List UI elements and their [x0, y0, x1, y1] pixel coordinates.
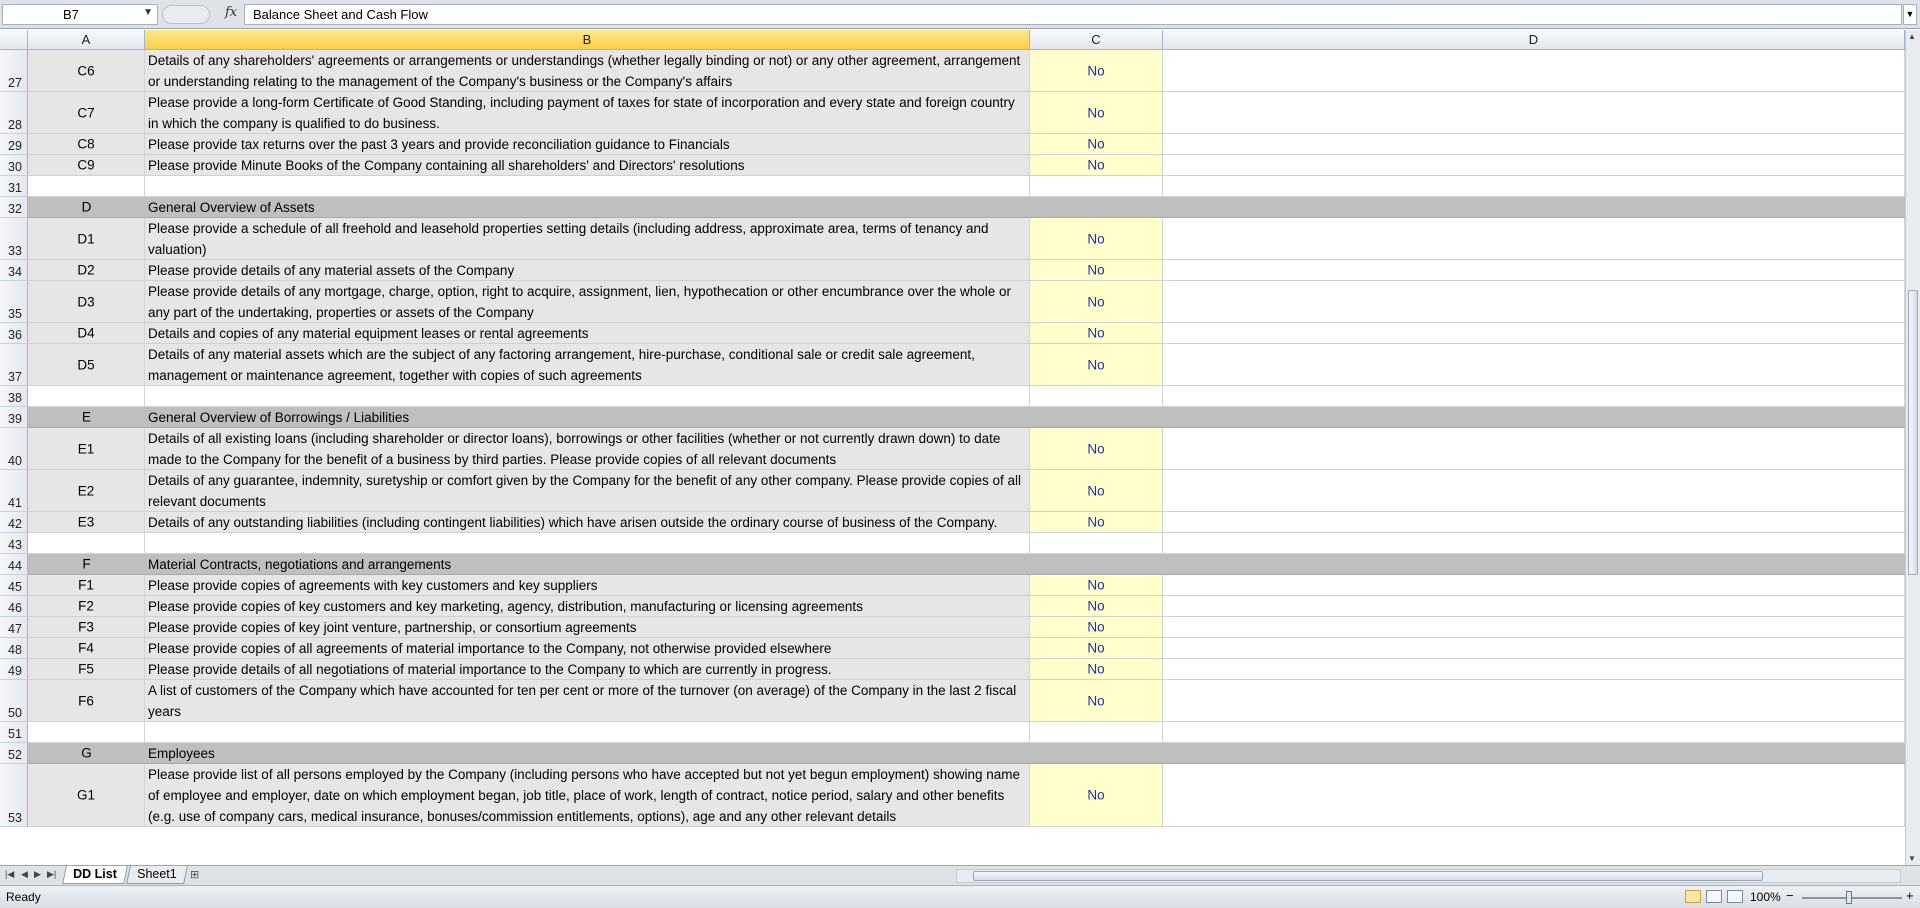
column-header-d[interactable]: D: [1163, 30, 1905, 50]
section-title: Material Contracts, negotiations and arrangements: [148, 557, 452, 572]
row-number: 53: [8, 811, 22, 825]
status-bar: [0, 885, 1920, 908]
item-code: F3: [78, 619, 94, 635]
cell-a[interactable]: [28, 386, 145, 407]
cell-c[interactable]: [1030, 50, 1163, 92]
row-number: 44: [8, 559, 22, 573]
table-row: [0, 764, 1905, 827]
section-title: General Overview of Assets: [148, 200, 315, 215]
formula-text: Balance Sheet and Cash Flow: [253, 7, 428, 22]
item-code: E: [81, 409, 91, 425]
cell-c[interactable]: [1030, 218, 1163, 260]
row-number: 45: [8, 580, 22, 594]
cell-c[interactable]: [1030, 722, 1163, 743]
blank-row: [0, 176, 1905, 197]
answer-value: No: [1087, 598, 1105, 614]
cell-a[interactable]: [28, 554, 145, 575]
scroll-down-icon[interactable]: ▼: [1908, 854, 1916, 863]
spreadsheet-grid: [0, 50, 1905, 865]
row-number: 28: [8, 118, 22, 132]
item-description: Please provide a long-form Certificate of Good Standing, including payment of taxes for state of incorporation and every state and foreign country in which the company is qualified to do business.: [148, 95, 1015, 131]
answer-value: No: [1087, 262, 1105, 278]
item-description: Details of any guarantee, indemnity, suretyship or comfort given by the Company for the benefit of any other company. Please provide copies of all relevant documents: [148, 473, 1021, 509]
answer-value: No: [1087, 441, 1105, 456]
row-header[interactable]: [0, 554, 28, 575]
row-number: 33: [8, 244, 22, 258]
formula-bar: [0, 0, 1920, 29]
row-number: 48: [8, 643, 22, 657]
next-sheet-icon[interactable]: ▶: [34, 869, 41, 879]
first-sheet-icon[interactable]: |◀: [5, 869, 15, 879]
item-code: D1: [77, 231, 95, 246]
answer-value: No: [1087, 357, 1105, 372]
row-number: 38: [8, 391, 22, 405]
last-sheet-icon[interactable]: ▶|: [47, 869, 57, 879]
blank-row: [0, 722, 1905, 743]
cell-d[interactable]: [1163, 617, 1905, 638]
row-number: 27: [8, 76, 22, 90]
cell-c[interactable]: [1030, 764, 1163, 827]
cell-b[interactable]: [145, 638, 1030, 659]
cell-a[interactable]: [28, 596, 145, 617]
cell-b[interactable]: [145, 575, 1030, 596]
cell-c[interactable]: [1030, 533, 1163, 554]
cell-d[interactable]: [1163, 554, 1905, 575]
item-code: G1: [76, 787, 95, 803]
cell-c[interactable]: [1030, 281, 1163, 323]
item-description: Details of all existing loans (including shareholder or director loans), borrowings or other facilities (whether or not currently drawn down) to date made to the Company for the benefit of a business by third parties. Please provide copies of all relevant documents: [148, 431, 1001, 467]
cell-b[interactable]: [145, 155, 1030, 176]
vertical-scrollbar[interactable]: [1905, 30, 1920, 865]
answer-value: No: [1087, 231, 1105, 246]
cell-c[interactable]: [1030, 260, 1163, 281]
item-description: Please provide a schedule of all freehold and leasehold properties setting details (including address, approximate area, terms of tenancy and valuation): [148, 221, 989, 257]
cell-d[interactable]: [1163, 743, 1905, 764]
name-box-value: B7: [63, 7, 79, 22]
cell-c[interactable]: [1030, 323, 1163, 344]
row-number: 30: [8, 160, 22, 174]
item-code: E2: [77, 483, 95, 498]
cell-c[interactable]: [1030, 743, 1163, 764]
chevron-down-icon[interactable]: ▼: [143, 7, 153, 18]
cell-a[interactable]: [28, 680, 145, 722]
cell-a[interactable]: [28, 218, 145, 260]
page-break-preview-icon[interactable]: [1727, 890, 1743, 903]
cell-b[interactable]: [145, 680, 1030, 722]
section-row: [0, 197, 1905, 218]
status-ready: Ready: [6, 890, 41, 904]
sheet-tab-sheet1[interactable]: [126, 866, 187, 884]
zoom-level[interactable]: 100%: [1750, 890, 1781, 904]
item-code: C8: [77, 136, 95, 152]
answer-value: No: [1087, 325, 1105, 341]
table-row: [0, 596, 1905, 617]
cell-d[interactable]: [1163, 281, 1905, 323]
row-number: 31: [8, 181, 22, 195]
zoom-in-icon[interactable]: +: [1906, 888, 1914, 903]
table-row: [0, 281, 1905, 323]
cell-a[interactable]: [28, 659, 145, 680]
cell-a[interactable]: [28, 155, 145, 176]
scroll-up-icon[interactable]: ▲: [1908, 32, 1916, 41]
cell-d[interactable]: [1163, 50, 1905, 92]
cell-a[interactable]: [28, 764, 145, 827]
item-code: C7: [77, 105, 95, 120]
row-header[interactable]: [0, 197, 28, 218]
select-all-corner[interactable]: [0, 30, 28, 50]
cell-c[interactable]: [1030, 617, 1163, 638]
name-box[interactable]: [2, 4, 158, 25]
item-code: F: [82, 556, 91, 572]
zoom-out-icon[interactable]: −: [1786, 888, 1794, 903]
row-header[interactable]: [0, 50, 28, 92]
row-number: 49: [8, 664, 22, 678]
horizontal-scroll-thumb[interactable]: [973, 871, 1763, 881]
cell-b[interactable]: [145, 617, 1030, 638]
row-number: 41: [8, 496, 22, 510]
answer-value: No: [1087, 640, 1105, 656]
item-code: F6: [78, 693, 94, 708]
cell-d[interactable]: [1163, 260, 1905, 281]
row-header[interactable]: [0, 176, 28, 197]
zoom-slider-thumb[interactable]: [1846, 891, 1852, 904]
cell-a[interactable]: [28, 428, 145, 470]
cell-d[interactable]: [1163, 155, 1905, 176]
row-number: 52: [8, 748, 22, 762]
table-row: [0, 344, 1905, 386]
row-header[interactable]: [0, 323, 28, 344]
cell-b[interactable]: [145, 659, 1030, 680]
answer-value: No: [1087, 136, 1105, 152]
table-row: [0, 218, 1905, 260]
cell-c[interactable]: [1030, 680, 1163, 722]
cell-d[interactable]: [1163, 680, 1905, 722]
sheet-tab-strip: [0, 865, 1920, 885]
cell-d[interactable]: [1163, 92, 1905, 134]
cell-d[interactable]: [1163, 596, 1905, 617]
cell-d[interactable]: [1163, 197, 1905, 218]
cell-b[interactable]: [145, 281, 1030, 323]
row-header[interactable]: [0, 533, 28, 554]
item-code: D5: [77, 357, 95, 372]
cell-d[interactable]: [1163, 659, 1905, 680]
section-row: [0, 407, 1905, 428]
row-header[interactable]: [0, 407, 28, 428]
cell-d[interactable]: [1163, 764, 1905, 827]
insert-sheet-icon[interactable]: ⊞: [190, 869, 200, 881]
column-headers: [0, 30, 1905, 50]
table-row: [0, 659, 1905, 680]
answer-value: No: [1087, 483, 1105, 498]
item-description: Please provide details of all negotiations of material importance to the Company to which are currently in progress.: [148, 662, 832, 677]
cell-a[interactable]: [28, 92, 145, 134]
row-header[interactable]: [0, 470, 28, 512]
row-number: 29: [8, 139, 22, 153]
sheet-tab-dd-list[interactable]: [62, 866, 128, 884]
cell-a[interactable]: [28, 176, 145, 197]
cell-c[interactable]: [1030, 197, 1163, 218]
cell-b[interactable]: [145, 407, 1030, 428]
cell-c[interactable]: [1030, 596, 1163, 617]
item-code: C9: [77, 157, 95, 173]
vertical-scroll-thumb[interactable]: [1908, 290, 1918, 575]
row-header[interactable]: [0, 281, 28, 323]
cell-b[interactable]: [145, 722, 1030, 743]
row-header[interactable]: [0, 92, 28, 134]
normal-view-icon[interactable]: [1685, 890, 1701, 903]
section-row: [0, 743, 1905, 764]
table-row: [0, 638, 1905, 659]
item-code: D4: [77, 325, 95, 341]
row-header[interactable]: [0, 764, 28, 827]
answer-value: No: [1087, 577, 1105, 593]
cell-a[interactable]: [28, 134, 145, 155]
blank-row: [0, 386, 1905, 407]
blank-row: [0, 533, 1905, 554]
cell-a[interactable]: [28, 323, 145, 344]
column-header-a[interactable]: A: [28, 30, 145, 50]
item-code: E3: [77, 514, 95, 530]
cell-b[interactable]: [145, 260, 1030, 281]
row-header[interactable]: [0, 386, 28, 407]
cell-c[interactable]: [1030, 92, 1163, 134]
item-description: Details and copies of any material equipment leases or rental agreements: [148, 326, 589, 341]
table-row: [0, 680, 1905, 722]
cell-d[interactable]: [1163, 533, 1905, 554]
item-description: Please provide list of all persons employed by the Company (including persons who have accepted but not yet begun employment) showing name of employee and employer, date on which employment began, job title, place of work, length of contract, notice period, salary and other benefits (e.g. use of company cars, medical insurance, bonuses/commission entitlements, options), age and any other relevant details: [148, 767, 1021, 824]
item-code: D3: [77, 294, 95, 309]
table-row: [0, 134, 1905, 155]
item-description: Details of any material assets which are the subject of any factoring arrangement, hire-purchase, conditional sale or credit sale agreement, management or maintenance agreement, together with copies of such agreements: [148, 347, 975, 383]
cell-b[interactable]: [145, 176, 1030, 197]
cell-a[interactable]: [28, 50, 145, 92]
cell-c[interactable]: [1030, 176, 1163, 197]
cell-b[interactable]: [145, 596, 1030, 617]
cell-d[interactable]: [1163, 428, 1905, 470]
section-row: [0, 554, 1905, 575]
row-header[interactable]: [0, 638, 28, 659]
row-header[interactable]: [0, 743, 28, 764]
cell-c[interactable]: [1030, 386, 1163, 407]
cell-d[interactable]: [1163, 386, 1905, 407]
cell-b[interactable]: [145, 470, 1030, 512]
cell-d[interactable]: [1163, 323, 1905, 344]
cell-a[interactable]: [28, 407, 145, 428]
cell-b[interactable]: [145, 344, 1030, 386]
section-title: General Overview of Borrowings / Liabilities: [148, 410, 410, 425]
cell-b[interactable]: [145, 743, 1030, 764]
cell-c[interactable]: [1030, 428, 1163, 470]
cell-b[interactable]: [145, 134, 1030, 155]
item-description: Please provide Minute Books of the Company containing all shareholders' and Directors' resolutions: [148, 158, 745, 173]
row-number: 39: [8, 412, 22, 426]
row-number: 40: [8, 454, 22, 468]
cell-d[interactable]: [1163, 344, 1905, 386]
cell-c[interactable]: [1030, 659, 1163, 680]
row-number: 32: [8, 202, 22, 216]
item-description: Please provide copies of key joint venture, partnership, or consortium agreements: [148, 620, 637, 635]
sheet-tab-label: Sheet1: [137, 867, 177, 881]
item-description: Please provide copies of agreements with key customers and key suppliers: [148, 578, 598, 593]
row-header[interactable]: [0, 659, 28, 680]
cell-a[interactable]: [28, 512, 145, 533]
cell-a[interactable]: [28, 722, 145, 743]
cell-d[interactable]: [1163, 470, 1905, 512]
answer-value: No: [1087, 619, 1105, 635]
item-code: D: [81, 199, 92, 215]
row-header[interactable]: [0, 344, 28, 386]
answer-value: No: [1087, 157, 1105, 173]
answer-value: No: [1087, 661, 1105, 677]
cell-d[interactable]: [1163, 638, 1905, 659]
cell-d[interactable]: [1163, 134, 1905, 155]
previous-sheet-icon[interactable]: ◀: [21, 869, 28, 879]
item-code: F1: [78, 577, 94, 593]
item-description: A list of customers of the Company which have accounted for ten per cent or more of the turnover (on average) of the Company in the last 2 fiscal years: [148, 683, 1017, 719]
cell-d[interactable]: [1163, 407, 1905, 428]
table-row: [0, 50, 1905, 92]
cell-a[interactable]: [28, 533, 145, 554]
item-description: Details of any shareholders' agreements or arrangements or understandings (whether legally binding or not) or any other agreement, arrangement or understanding relating to the management of the Company's business or the Company's affairs: [148, 53, 1021, 89]
cell-c[interactable]: [1030, 470, 1163, 512]
row-header[interactable]: [0, 575, 28, 596]
item-description: Please provide details of any mortgage, charge, option, right to acquire, assignment, lien, hypothecation or other encumbrance over the whole or any part of the undertaking, properties or assets of the Company: [148, 284, 1012, 320]
section-title: Employees: [148, 746, 215, 761]
cell-a[interactable]: [28, 743, 145, 764]
cell-c[interactable]: [1030, 407, 1163, 428]
table-row: [0, 92, 1905, 134]
row-number: 42: [8, 517, 22, 531]
cell-b[interactable]: [145, 197, 1030, 218]
cell-c[interactable]: [1030, 575, 1163, 596]
answer-value: No: [1087, 294, 1105, 309]
table-row: [0, 617, 1905, 638]
row-header[interactable]: [0, 134, 28, 155]
cell-b[interactable]: [145, 323, 1030, 344]
cell-b[interactable]: [145, 533, 1030, 554]
row-number: 37: [8, 370, 22, 384]
cell-a[interactable]: [28, 281, 145, 323]
row-header[interactable]: [0, 218, 28, 260]
cell-a[interactable]: [28, 575, 145, 596]
expand-formula-bar-icon[interactable]: ▼: [1903, 4, 1917, 25]
page-layout-view-icon[interactable]: [1706, 890, 1722, 903]
row-number: 51: [8, 727, 22, 741]
cell-a[interactable]: [28, 470, 145, 512]
row-number: 50: [8, 706, 22, 720]
item-code: E1: [77, 441, 95, 456]
cell-b[interactable]: [145, 92, 1030, 134]
row-header[interactable]: [0, 260, 28, 281]
cell-a[interactable]: [28, 617, 145, 638]
cell-c[interactable]: [1030, 155, 1163, 176]
cell-d[interactable]: [1163, 575, 1905, 596]
cell-a[interactable]: [28, 260, 145, 281]
item-code: F4: [78, 640, 94, 656]
table-row: [0, 512, 1905, 533]
row-number: 43: [8, 538, 22, 552]
cell-b[interactable]: [145, 218, 1030, 260]
cell-b[interactable]: [145, 512, 1030, 533]
table-row: [0, 470, 1905, 512]
table-row: [0, 155, 1905, 176]
cell-d[interactable]: [1163, 218, 1905, 260]
row-number: 36: [8, 328, 22, 342]
row-number: 35: [8, 307, 22, 321]
row-number: 46: [8, 601, 22, 615]
row-header[interactable]: [0, 155, 28, 176]
item-code: G: [81, 745, 92, 761]
sheet-tab-label: DD List: [73, 867, 117, 881]
item-description: Please provide tax returns over the past 3 years and provide reconciliation guidance to Financials: [148, 137, 730, 152]
row-header[interactable]: [0, 596, 28, 617]
insert-function-icon[interactable]: fx: [225, 5, 238, 20]
item-code: C6: [77, 63, 95, 78]
cell-a[interactable]: [28, 638, 145, 659]
row-header[interactable]: [0, 512, 28, 533]
item-code: F2: [78, 598, 94, 614]
cell-b[interactable]: [145, 428, 1030, 470]
cell-b[interactable]: [145, 50, 1030, 92]
row-header[interactable]: [0, 617, 28, 638]
formula-input[interactable]: [244, 4, 1902, 25]
cell-b[interactable]: [145, 386, 1030, 407]
cell-a[interactable]: [28, 197, 145, 218]
row-header[interactable]: [0, 428, 28, 470]
cell-b[interactable]: [145, 764, 1030, 827]
row-number: 47: [8, 622, 22, 636]
item-description: Details of any outstanding liabilities (including contingent liabilities) which have arisen outside the ordinary course of business of the Company.: [148, 515, 998, 530]
table-row: [0, 428, 1905, 470]
column-header-b[interactable]: B: [145, 30, 1030, 50]
item-description: Please provide copies of key customers and key marketing, agency, distribution, manufacturing or licensing agreements: [148, 599, 863, 614]
item-description: Please provide details of any material assets of the Company: [148, 263, 515, 278]
item-description: Please provide copies of all agreements of material importance to the Company, not otherwise provided elsewhere: [148, 641, 832, 656]
cell-c[interactable]: [1030, 512, 1163, 533]
cell-c[interactable]: [1030, 344, 1163, 386]
answer-value: No: [1087, 105, 1105, 120]
zoom-slider[interactable]: [1802, 897, 1902, 899]
answer-value: No: [1087, 514, 1105, 530]
item-code: F5: [78, 661, 94, 677]
table-row: [0, 323, 1905, 344]
cell-b[interactable]: [145, 554, 1030, 575]
horizontal-scrollbar[interactable]: [956, 869, 1901, 883]
item-code: D2: [77, 262, 95, 278]
table-row: [0, 575, 1905, 596]
table-row: [0, 260, 1905, 281]
row-header[interactable]: [0, 680, 28, 722]
answer-value: No: [1087, 693, 1105, 708]
answer-value: No: [1087, 787, 1105, 803]
cell-a[interactable]: [28, 344, 145, 386]
column-header-c[interactable]: C: [1030, 30, 1163, 50]
cell-d[interactable]: [1163, 722, 1905, 743]
formula-bar-resize-handle[interactable]: [162, 5, 210, 24]
row-header[interactable]: [0, 722, 28, 743]
cell-d[interactable]: [1163, 512, 1905, 533]
cell-c[interactable]: [1030, 134, 1163, 155]
cell-d[interactable]: [1163, 176, 1905, 197]
cell-c[interactable]: [1030, 554, 1163, 575]
answer-value: No: [1087, 63, 1105, 78]
cell-c[interactable]: [1030, 638, 1163, 659]
row-number: 34: [8, 265, 22, 279]
